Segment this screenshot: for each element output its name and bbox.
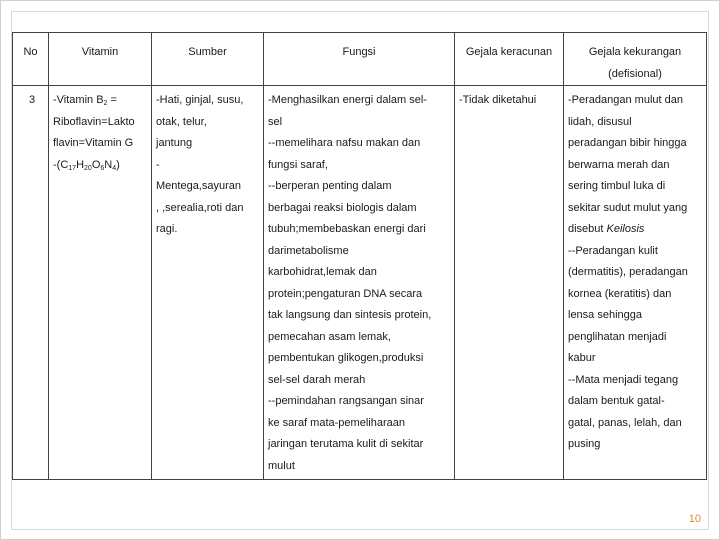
fungsi-line: -Menghasilkan energi dalam sel- <box>268 94 427 106</box>
kekurangan-line: --Peradangan kulit <box>568 244 658 257</box>
sumber-line: - <box>156 158 160 171</box>
fungsi-line: pembentukan glikogen,produksi <box>268 352 424 364</box>
table-row <box>13 86 707 480</box>
fungsi-line: fungsi saraf, <box>268 158 328 171</box>
header-sumber: Sumber <box>152 33 264 86</box>
keracunan-line: -Tidak diketahui <box>459 94 537 106</box>
cell-gejala-keracunan <box>455 86 564 480</box>
kekurangan-line: berwarna merah dan <box>568 158 670 171</box>
kekurangan-line: dalam bentuk gatal- <box>568 395 665 407</box>
fungsi-line: tak langsung dan sintesis protein, <box>268 309 432 321</box>
kekurangan-line: kabur <box>568 352 596 364</box>
kekurangan-line: -Peradangan mulut dan <box>568 94 683 106</box>
kekurangan-line: gatal, panas, lelah, dan <box>568 416 682 429</box>
fungsi-line: sel <box>268 115 283 128</box>
sumber-line: -Hati, ginjal, susu, <box>156 94 244 106</box>
kekurangan-line: penglihatan menjadi <box>568 330 667 343</box>
header-no: No <box>13 33 49 86</box>
kekurangan-line: --Mata menjadi tegang <box>568 373 679 386</box>
kekurangan-line: lensa sehingga <box>568 309 643 321</box>
cell-gejala-kekurangan <box>564 86 707 480</box>
sumber-line: Mentega,sayuran <box>156 180 241 192</box>
header-vitamin: Vitamin <box>49 33 152 86</box>
kekurangan-line: sekitar sudut mulut yang <box>568 201 688 214</box>
fungsi-line: darimetabolisme <box>268 244 349 257</box>
sumber-line: jantung <box>156 137 193 149</box>
sumber-line: , ,serealia,roti dan <box>156 201 244 214</box>
fungsi-line: protein;pengaturan DNA secara <box>268 287 423 300</box>
header-gejala-kekurangan <box>564 33 707 86</box>
keilosis-term: Keilosis <box>606 223 645 235</box>
fungsi-line: --memelihara nafsu makan dan <box>268 137 421 149</box>
fungsi-line: karbohidrat,lemak dan <box>268 266 377 278</box>
cell-vitamin <box>49 86 152 480</box>
fungsi-line: tubuh;membebaskan energi dari <box>268 223 426 235</box>
vitamin-table <box>12 32 707 480</box>
fungsi-line: ke saraf mata-pemeliharaan <box>268 416 405 429</box>
header-fungsi: Fungsi <box>264 33 455 86</box>
fungsi-line: sel-sel darah merah <box>268 373 366 386</box>
fungsi-line: berbagai reaksi biologis dalam <box>268 201 417 214</box>
header-kekurangan-line-2: (defisional) <box>608 67 662 80</box>
kekurangan-line: sering timbul luka di <box>568 180 666 192</box>
page-number: 10 <box>688 513 701 525</box>
kekurangan-line: pusing <box>568 438 601 450</box>
vitamin-alias-line: Riboflavin=Lakto <box>53 115 135 128</box>
kekurangan-keilosis-line: disebut Keilosis <box>568 223 645 235</box>
cell-sumber <box>152 86 264 480</box>
vitamin-formula-line: $-(C_{17}H_{20}O_6N_4)$ <box>53 158 120 172</box>
kekurangan-line: lidah, disusul <box>568 115 632 128</box>
fungsi-line: --berperan penting dalam <box>268 180 392 192</box>
kekurangan-line: (dermatitis), peradangan <box>568 266 688 278</box>
fungsi-line: pemecahan asam lemak, <box>268 330 391 343</box>
cell-no: 3 <box>13 86 49 480</box>
cell-fungsi <box>264 86 455 480</box>
fungsi-line: --pemindahan rangsangan sinar <box>268 395 424 407</box>
header-kekurangan-line-1: Gejala kekurangan <box>588 46 682 58</box>
kekurangan-line: kornea (keratitis) dan <box>568 287 672 300</box>
fungsi-line: jaringan terutama kulit di sekitar <box>268 438 424 450</box>
header-gejala-keracunan: Gejala keracunan <box>455 33 564 86</box>
kekurangan-line: peradangan bibir hingga <box>568 137 687 149</box>
sumber-line: otak, telur, <box>156 115 207 128</box>
sumber-line: ragi. <box>156 223 178 235</box>
vitamin-alias-line: flavin=Vitamin G <box>53 137 134 149</box>
vitamin-name-line: -Vitamin $B_2$ = <box>53 94 117 107</box>
fungsi-line: mulut <box>268 459 295 472</box>
table-header-row <box>13 33 707 86</box>
